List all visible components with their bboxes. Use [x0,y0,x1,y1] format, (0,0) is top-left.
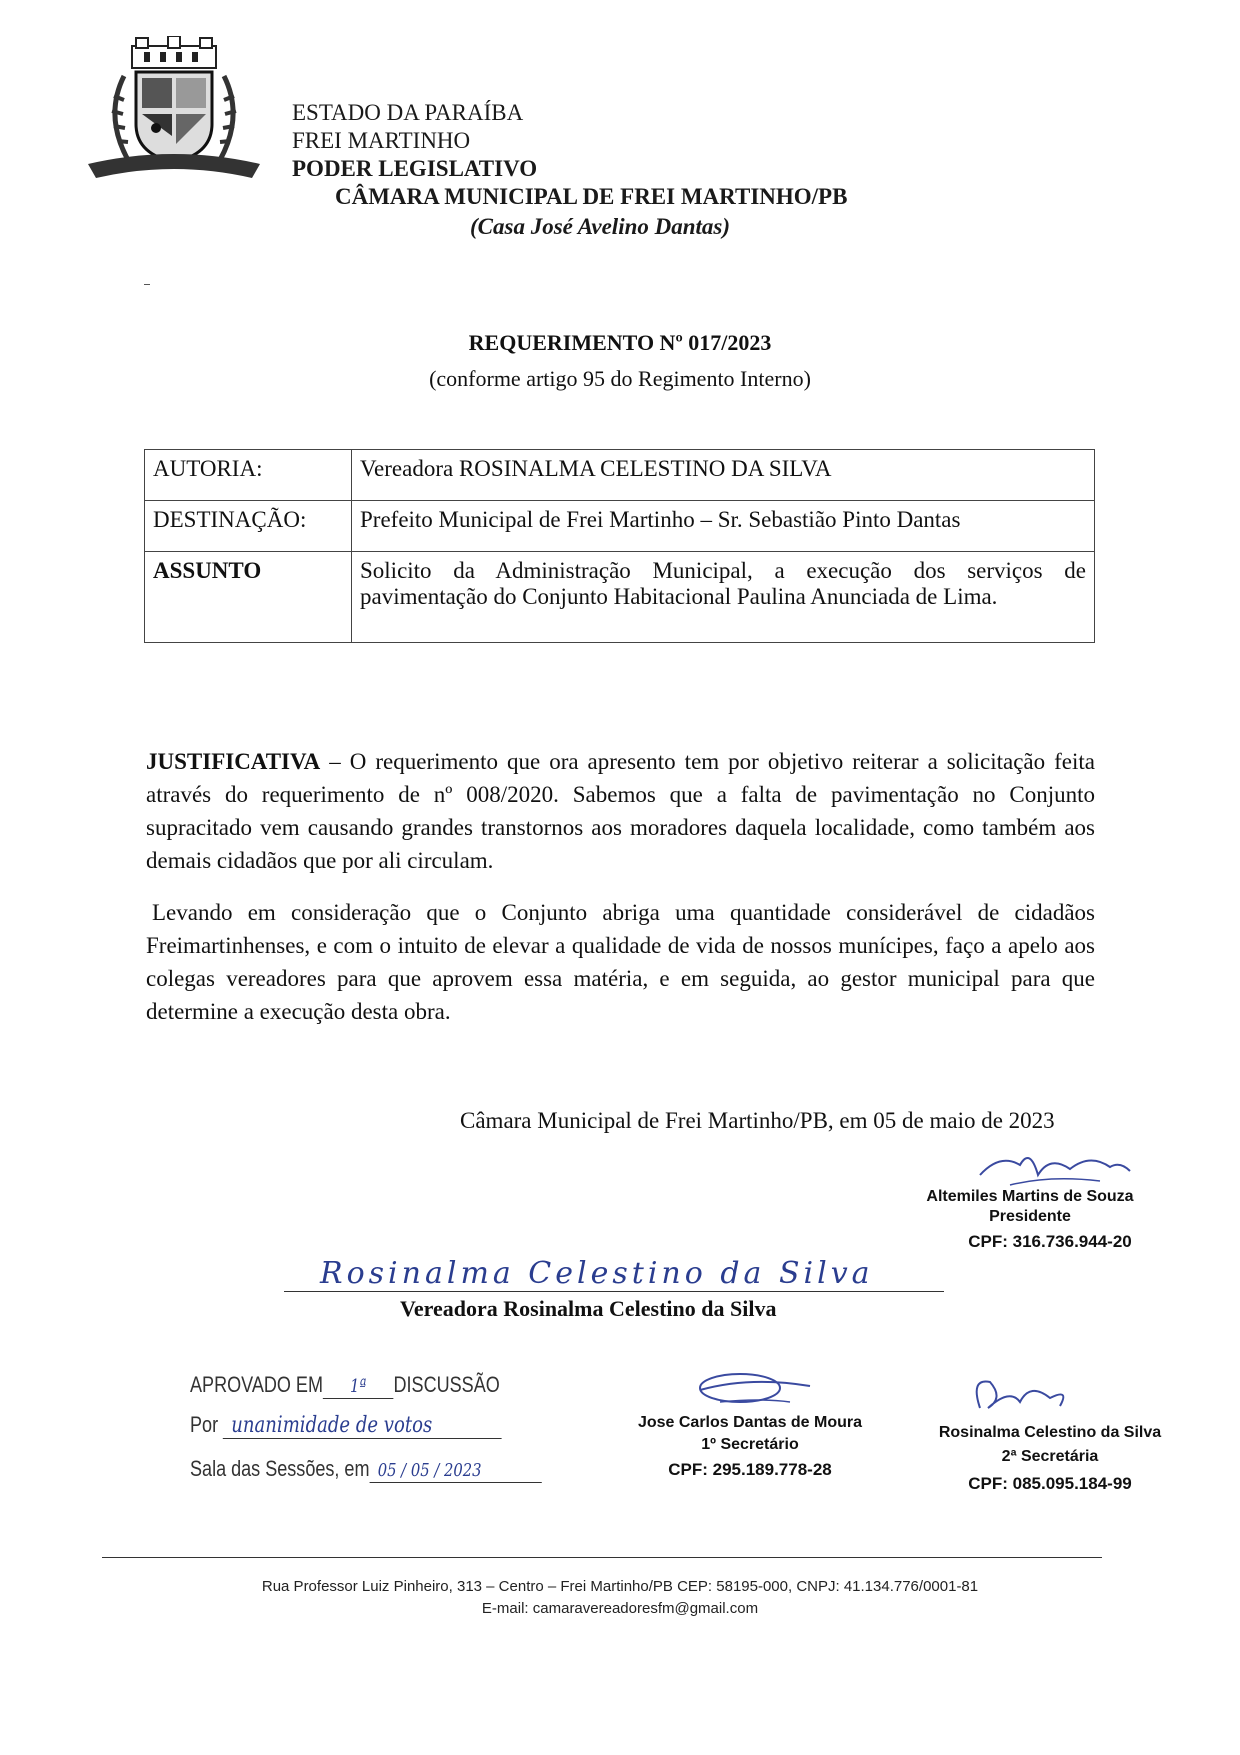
header-state: ESTADO DA PARAÍBA [292,100,524,125]
table-row [145,552,1095,643]
secretary1-role: 1º Secretário [701,1436,799,1453]
secretary2-cpf: CPF: 085.095.184-99 [968,1474,1132,1493]
destination-value: Prefeito Municipal de Frei Martinho – Sr. Sebastião Pinto Dantas [352,501,1095,552]
author-name: Vereadora Rosinalma Celestino da Silva [400,1296,777,1321]
header-power: PODER LEGISLATIVO [292,156,538,181]
secretary1-signature-scribble [690,1362,820,1412]
secretary1-cpf: CPF: 295.189.778-28 [668,1460,832,1479]
session-room-label: Sala das Sessões, em [190,1456,370,1481]
approval-discussion-number: 1ª [350,1376,367,1397]
approval-label: APROVADO EM [190,1372,323,1397]
header-city: FREI MARTINHO [292,128,471,153]
secretary2-signature-scribble [960,1368,1090,1420]
justification-label: JUSTIFICATIVA [146,749,321,774]
small-dash [144,284,150,285]
approval-line-1 [190,1372,500,1399]
approval-discussion-label: DISCUSSÃO [393,1372,500,1397]
municipal-coat-of-arms-logo [84,36,264,186]
table-row [145,501,1095,552]
president-role: Presidente [989,1208,1071,1225]
table-row [145,450,1095,501]
president-cpf: CPF: 316.736.944-20 [968,1232,1132,1251]
president-name: Altemiles Martins de Souza [926,1188,1134,1205]
session-date: 05 / 05 / 2023 [377,1460,482,1481]
approval-line-2 [190,1412,502,1439]
header-house: (Casa José Avelino Dantas) [470,214,731,239]
author-label: AUTORIA: [145,450,352,501]
secretary2-role: 2ª Secretária [1001,1448,1099,1465]
justification-paragraph [146,745,1095,877]
approval-vote-type: unanimidade de votos [231,1413,433,1438]
date-line: Câmara Municipal de Frei Martinho/PB, em 05 de maio de 2023 [460,1108,1055,1133]
document-title: REQUERIMENTO Nº 017/2023 [468,330,772,355]
destination-label: DESTINAÇÃO: [145,501,352,552]
subject-value: Solicito da Administração Municipal, a execução dos serviços de pavimentação do Conjunto Habitacional Paulina Anunciada de Lima. [352,552,1095,643]
footer-address: Rua Professor Luiz Pinheiro, 313 – Centro – Frei Martinho/PB CEP: 58195-000, CNPJ: 41.134.776/0001-81 [261,1578,979,1595]
footer-email: E-mail: camaravereadoresfm@gmail.com [481,1600,759,1617]
document-subtitle: (conforme artigo 95 do Regimento Interno) [429,366,811,391]
subject-label: ASSUNTO [145,552,352,643]
footer-divider [102,1557,1102,1558]
approval-line-3 [190,1456,542,1483]
secretary1-name: Jose Carlos Dantas de Moura [637,1414,863,1431]
approval-by-label: Por [190,1412,219,1437]
author-handwritten-signature: Rosinalma Celestino da Silva [320,1256,874,1291]
request-info-table [144,449,1095,643]
signature-line [284,1291,944,1292]
second-paragraph: Levando em consideração que o Conjunto abriga uma quantidade considerável de cidadãos Freimartinhenses, e com o intuito de elevar a qualidade de vida de nossos munícipes, faço a apelo aos colegas vereadores para que aprovem essa matéria, e em seguida, ao gestor municipal para que determine a execução desta obra. [146,900,1095,1024]
header-chamber: CÂMARA MUNICIPAL DE FREI MARTINHO/PB [335,184,848,209]
justification-text: – O requerimento que ora apresento tem por objetivo reiterar a solicitação feita através do requerimento de nº 008/2020. Sabemos que a falta de pavimentação no Conjunto supracitado vem causando grandes transtornos aos moradores daquela localidade, como também aos demais cidadãos que por ali circulam. [146,749,1095,873]
author-value: Vereadora ROSINALMA CELESTINO DA SILVA [352,450,1095,501]
secretary2-name: Rosinalma Celestino da Silva [938,1424,1162,1441]
